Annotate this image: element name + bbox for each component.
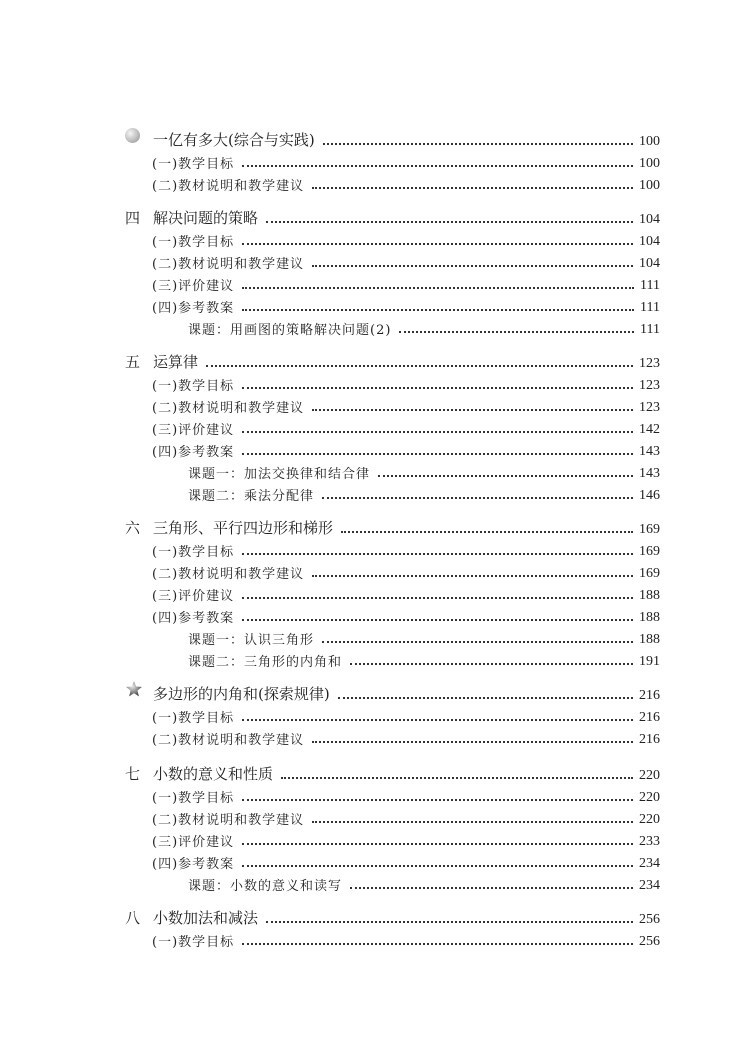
- toc-entry-title: (三)评价建议: [152, 589, 235, 604]
- dot-leader: [242, 243, 633, 245]
- toc-entry-title: (二)教材说明和教学建议: [152, 401, 305, 416]
- toc-lesson-row[interactable]: [188, 626, 660, 648]
- toc-page-number: 188: [639, 588, 660, 603]
- toc-page-number: 234: [639, 856, 660, 871]
- toc-entry-title: 课题二：三角形的内角和: [188, 655, 343, 670]
- toc-lesson-row[interactable]: [188, 648, 660, 670]
- dot-leader: [312, 741, 633, 743]
- toc-page-number: 188: [639, 632, 660, 647]
- toc-entry-title: (二)教材说明和教学建议: [152, 567, 305, 582]
- toc-entry-title: (四)参考教案: [152, 445, 235, 460]
- chapter-number: 五: [125, 353, 141, 371]
- dot-leader: [399, 331, 634, 333]
- toc-lesson-row[interactable]: [188, 872, 660, 894]
- chapter-number: 七: [125, 765, 141, 783]
- toc-section-row[interactable]: [152, 250, 660, 272]
- dot-leader: [242, 799, 633, 801]
- toc-entry-title: 小数加法和减法: [153, 909, 259, 927]
- dot-leader: [312, 821, 633, 823]
- toc-page-number: 111: [640, 300, 660, 315]
- toc-page-number: 123: [639, 378, 660, 393]
- chapter-number: 六: [125, 519, 141, 537]
- toc-page-number: 104: [639, 234, 660, 249]
- dot-leader: [242, 719, 633, 721]
- toc-page-number: 188: [639, 610, 660, 625]
- toc-page-number: 191: [639, 654, 660, 669]
- dot-leader: [350, 663, 633, 665]
- toc-page-number: 104: [639, 256, 660, 271]
- toc-section-row[interactable]: [152, 604, 660, 626]
- toc-entry-title: 课题一：加法交换律和结合律: [188, 467, 371, 482]
- chapter-number: 八: [125, 909, 141, 927]
- dot-leader: [281, 777, 633, 779]
- toc-entry-title: (一)教学目标: [152, 157, 235, 172]
- toc-section-row[interactable]: [152, 560, 660, 582]
- dot-leader: [338, 697, 633, 699]
- toc-section-row[interactable]: [152, 438, 660, 460]
- dot-leader: [323, 143, 633, 145]
- toc-chapter-row[interactable]: [125, 682, 660, 704]
- toc-entry-title: (二)教材说明和教学建议: [152, 813, 305, 828]
- toc-page-number: 216: [639, 688, 660, 703]
- dot-leader: [322, 497, 633, 499]
- dot-leader: [350, 887, 633, 889]
- dot-leader: [242, 165, 633, 167]
- toc-entry-title: 多边形的内角和(探索规律): [153, 685, 330, 703]
- dot-leader: [242, 619, 633, 621]
- toc-entry-title: 三角形、平行四边形和梯形: [153, 519, 334, 537]
- toc-section-row[interactable]: [152, 928, 660, 950]
- toc-page-number: 100: [639, 156, 660, 171]
- dot-leader: [378, 475, 633, 477]
- dot-leader: [242, 453, 633, 455]
- toc-lesson-row[interactable]: [188, 482, 660, 504]
- toc-entry-title: (一)教学目标: [152, 379, 235, 394]
- dot-leader: [312, 575, 633, 577]
- toc-page-number: 216: [639, 732, 660, 747]
- toc-entry-title: (一)教学目标: [152, 235, 235, 250]
- toc-page-number: 169: [639, 566, 660, 581]
- toc-entry-title: (三)评价建议: [152, 423, 235, 438]
- toc-section-row[interactable]: [152, 784, 660, 806]
- toc-entry-title: (一)教学目标: [152, 935, 235, 950]
- toc-page-number: 143: [639, 444, 660, 459]
- toc-section-row[interactable]: [152, 394, 660, 416]
- toc-page-number: 123: [639, 356, 660, 371]
- toc-entry-title: 小数的意义和性质: [153, 765, 274, 783]
- toc-entry-title: (三)评价建议: [152, 835, 235, 850]
- toc-entry-title: (一)教学目标: [152, 545, 235, 560]
- toc-page-number: 169: [639, 522, 660, 537]
- toc-section-row[interactable]: [152, 372, 660, 394]
- toc-section-row[interactable]: [152, 272, 660, 294]
- toc-page-number: 100: [639, 134, 660, 149]
- toc-lesson-row[interactable]: [188, 460, 660, 482]
- toc-page-number: 256: [639, 934, 660, 949]
- toc-page-number: 143: [639, 466, 660, 481]
- toc-entry-title: 课题：小数的意义和读写: [188, 879, 343, 894]
- dot-leader: [242, 431, 633, 433]
- toc-entry-title: (二)教材说明和教学建议: [152, 257, 305, 272]
- dot-leader: [312, 265, 633, 267]
- toc-chapter-row[interactable]: [125, 906, 660, 928]
- toc-page-number: 169: [639, 544, 660, 559]
- toc-page-number: 100: [639, 178, 660, 193]
- dot-leader: [242, 865, 633, 867]
- toc-page-number: 256: [639, 912, 660, 927]
- toc-entry-title: (四)参考教案: [152, 611, 235, 626]
- toc-section-row[interactable]: [152, 150, 660, 172]
- dot-leader: [341, 531, 633, 533]
- toc-entry-title: (四)参考教案: [152, 857, 235, 872]
- toc-chapter-row[interactable]: [125, 516, 660, 538]
- toc-page-number: 111: [640, 278, 660, 293]
- toc-section-row[interactable]: [152, 582, 660, 604]
- dot-leader: [242, 553, 633, 555]
- toc-page-number: 233: [639, 834, 660, 849]
- dot-leader: [242, 287, 634, 289]
- dot-leader: [312, 409, 633, 411]
- toc-page-number: 104: [639, 212, 660, 227]
- toc-page-number: 123: [639, 400, 660, 415]
- dot-leader: [242, 843, 633, 845]
- toc-section-row[interactable]: [152, 172, 660, 194]
- toc-entry-title: 解决问题的策略: [153, 209, 259, 227]
- toc-page-number: 220: [639, 790, 660, 805]
- toc-page-number: 220: [639, 768, 660, 783]
- dot-leader: [242, 597, 633, 599]
- toc-entry-title: (二)教材说明和教学建议: [152, 733, 305, 748]
- toc-section-row[interactable]: [152, 538, 660, 560]
- toc-page-number: 146: [639, 488, 660, 503]
- chapter-number: 四: [125, 209, 141, 227]
- toc-page-number: 111: [640, 322, 660, 337]
- toc-entry-title: 课题：用画图的策略解决问题(2): [188, 323, 392, 338]
- toc-entry-title: 课题一：认识三角形: [188, 633, 315, 648]
- dot-leader: [242, 309, 634, 311]
- dot-leader: [312, 187, 633, 189]
- dot-leader: [242, 387, 633, 389]
- toc-page-number: 142: [639, 422, 660, 437]
- dot-leader: [322, 641, 633, 643]
- toc-page-number: 220: [639, 812, 660, 827]
- toc-chapter-row[interactable]: [125, 206, 660, 228]
- dot-leader: [206, 365, 633, 367]
- dot-leader: [266, 921, 633, 923]
- toc-entry-title: 运算律: [153, 353, 199, 371]
- toc-page-number: 234: [639, 878, 660, 893]
- dot-leader: [266, 221, 633, 223]
- circle-icon: [125, 128, 153, 150]
- toc-section-row[interactable]: [152, 228, 660, 250]
- toc-section-row[interactable]: [152, 726, 660, 748]
- toc-section-row[interactable]: [152, 704, 660, 726]
- dot-leader: [242, 943, 633, 945]
- toc-page-number: 216: [639, 710, 660, 725]
- toc-entry-title: (三)评价建议: [152, 279, 235, 294]
- toc-section-row[interactable]: [152, 806, 660, 828]
- toc-section-row[interactable]: [152, 828, 660, 850]
- toc-section-row[interactable]: [152, 416, 660, 438]
- star-icon: [125, 680, 153, 704]
- toc-entry-title: 课题二：乘法分配律: [188, 489, 315, 504]
- toc-entry-title: (二)教材说明和教学建议: [152, 179, 305, 194]
- toc-chapter-row[interactable]: [125, 762, 660, 784]
- toc-lesson-row[interactable]: [188, 316, 660, 338]
- toc-entry-title: (四)参考教案: [152, 301, 235, 316]
- toc-chapter-row[interactable]: [125, 350, 660, 372]
- toc-entry-title: (一)教学目标: [152, 711, 235, 726]
- toc-section-row[interactable]: [152, 294, 660, 316]
- toc-section-row[interactable]: [152, 850, 660, 872]
- toc-entry-title: 一亿有多大(综合与实践): [153, 131, 315, 149]
- toc-chapter-row[interactable]: [125, 128, 660, 150]
- toc-entry-title: (一)教学目标: [152, 791, 235, 806]
